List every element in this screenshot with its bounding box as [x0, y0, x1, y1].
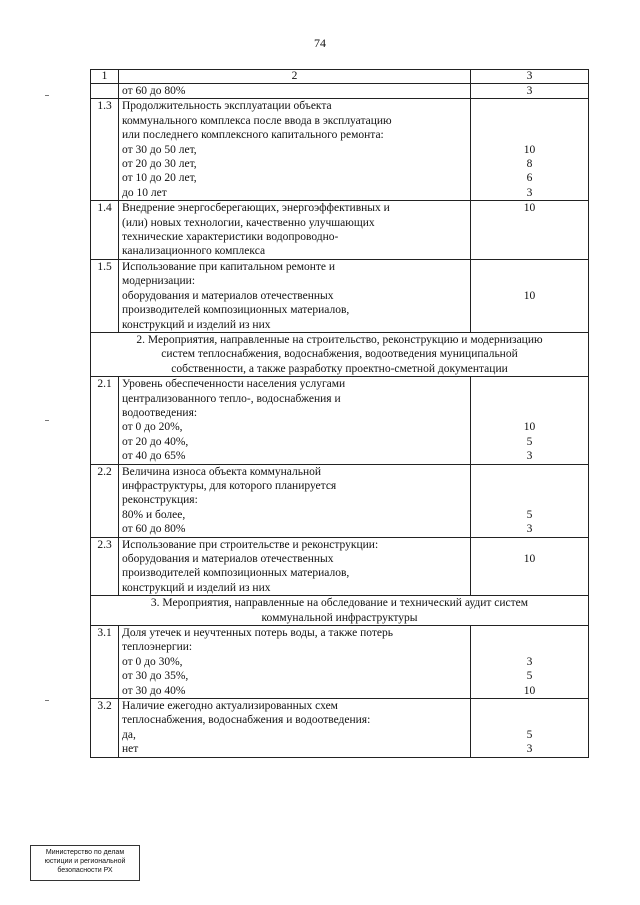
criterion-number: 1.3 — [91, 99, 119, 201]
criterion-description-line: Внедрение энергосберегающих, энергоэффективных и — [122, 202, 390, 215]
score-value: 10 — [523, 553, 536, 565]
criterion-description-line: от 60 до 80% — [122, 85, 186, 97]
criterion-number: 2.1 — [91, 377, 119, 464]
score-value — [471, 640, 588, 654]
score-value: 10 — [523, 421, 536, 434]
score-value: 10 — [523, 289, 536, 302]
score-value — [471, 99, 588, 113]
criterion-description-line: от 30 до 40% — [122, 684, 186, 697]
criterion-description-line: от 30 до 35%, — [122, 670, 189, 683]
score-value — [471, 713, 588, 727]
margin-mark — [45, 700, 49, 701]
score-value — [471, 260, 588, 274]
section-heading-line: коммунальной инфраструктуры — [261, 611, 418, 624]
criterion-description-line: от 30 до 50 лет, — [122, 143, 197, 156]
criterion-description-line: да, — [122, 728, 136, 741]
criterion-description-line: коммунального комплекса после ввода в эксплуатацию — [122, 114, 392, 127]
criterion-description-line: теплоэнергии: — [122, 641, 193, 654]
criterion-description-line: Уровень обеспеченности населения услугами — [122, 378, 346, 391]
criterion-description — [119, 699, 471, 758]
criterion-description — [119, 537, 471, 596]
score-value — [471, 626, 588, 640]
table-header-row — [91, 70, 589, 84]
ministry-stamp — [30, 845, 140, 881]
criterion-description-line: от 40 до 65% — [122, 450, 186, 463]
criterion-score — [471, 84, 589, 99]
criterion-description-line: модернизации: — [122, 275, 196, 288]
criterion-description-line: Наличие ежегодно актуализированных схем — [122, 700, 338, 713]
header-cell-number: 1 — [91, 70, 119, 84]
score-value — [471, 274, 588, 288]
page-number: 74 — [314, 36, 326, 50]
criterion-description-line: реконструкция: — [122, 494, 198, 507]
criterion-score — [471, 377, 589, 464]
margin-mark — [45, 420, 49, 421]
section-heading-line: собственности, а также разработку проектно-сметной документации — [171, 362, 508, 375]
table-body — [91, 70, 589, 758]
stamp-line: безопасности РХ — [57, 867, 113, 874]
criterion-description-line: централизованного тепло-, водоснабжения и — [122, 392, 341, 405]
score-value — [471, 392, 588, 406]
criterion-score — [471, 626, 589, 699]
criterion-row — [91, 464, 589, 537]
criterion-score — [471, 464, 589, 537]
stamp-line: юстиции и региональной — [44, 858, 126, 865]
criterion-description — [119, 626, 471, 699]
header-cell-criterion: 2 — [119, 70, 471, 84]
criterion-description-line: водоотведения: — [122, 406, 198, 419]
criterion-description — [119, 99, 471, 201]
criterion-score — [471, 537, 589, 596]
score-value — [471, 406, 588, 420]
score-value — [471, 479, 588, 493]
criterion-score — [471, 99, 589, 201]
section-heading — [91, 596, 589, 626]
score-value: 3 — [526, 450, 533, 463]
criterion-description-line: инфраструктуры, для которого планируется — [122, 479, 337, 492]
criterion-row — [91, 201, 589, 260]
criterion-description-line: нет — [122, 743, 139, 756]
header-cell-score: 3 — [471, 70, 589, 84]
criterion-description-line: теплоснабжения, водоснабжения и водоотведения: — [122, 714, 371, 727]
criterion-row — [91, 699, 589, 758]
score-value — [471, 377, 588, 391]
criterion-description-line: от 60 до 80% — [122, 523, 186, 536]
criterion-score — [471, 699, 589, 758]
criterion-description — [119, 259, 471, 332]
score-value: 3 — [526, 743, 533, 756]
score-value — [471, 538, 588, 552]
section-heading — [91, 332, 589, 376]
section-row — [91, 596, 589, 626]
criterion-number — [91, 84, 119, 99]
criterion-description — [119, 84, 471, 99]
score-value: 10 — [523, 143, 536, 156]
score-value: 6 — [526, 172, 533, 185]
criterion-description-line: производителей композиционных материалов, — [122, 304, 350, 317]
score-value: 3 — [526, 523, 533, 536]
score-value: 5 — [526, 508, 533, 521]
criterion-description-line: от 20 до 40%, — [122, 435, 189, 448]
criterion-description-line: 80% и более, — [122, 508, 186, 521]
criterion-description-line: Величина износа объекта коммунальной — [122, 465, 322, 478]
section-heading-line: 3. Мероприятия, направленные на обследование и технический аудит систем — [150, 597, 529, 610]
criterion-number: 2.2 — [91, 464, 119, 537]
score-value: 5 — [526, 728, 533, 741]
criterion-description-line: Использование при строительстве и реконструкции: — [122, 538, 379, 551]
criterion-score — [471, 201, 589, 260]
score-value: 3 — [526, 655, 533, 668]
stamp-line: Министерство по делам — [45, 849, 125, 856]
score-value — [471, 114, 588, 128]
score-value: 8 — [526, 158, 533, 171]
section-heading-line: систем теплоснабжения, водоснабжения, водоотведения муниципальной — [161, 348, 518, 361]
score-value: 10 — [523, 202, 536, 215]
score-value: 5 — [526, 670, 533, 683]
criterion-row — [91, 99, 589, 201]
criterion-description-line: конструкций и изделий из них — [122, 581, 271, 594]
criterion-row — [91, 626, 589, 699]
criterion-number: 2.3 — [91, 537, 119, 596]
criterion-row — [91, 84, 589, 99]
criterion-description — [119, 201, 471, 260]
score-value — [471, 128, 588, 142]
criterion-score — [471, 259, 589, 332]
criterion-description-line: Доля утечек и неучтенных потерь воды, а также потерь — [122, 627, 393, 640]
criterion-description-line: от 10 до 20 лет, — [122, 172, 197, 185]
criterion-description-line: (или) новых технологии, качественно улучшающих — [122, 216, 375, 229]
section-heading-line: 2. Мероприятия, направленные на строительство, реконструкцию и модернизацию — [136, 333, 543, 346]
criterion-row — [91, 377, 589, 464]
criterion-row — [91, 259, 589, 332]
criterion-description-line: или последнего комплексного капитального ремонта: — [122, 129, 384, 142]
score-value: 10 — [523, 684, 536, 697]
criterion-description-line: оборудования и материалов отечественных — [122, 289, 334, 302]
criterion-number: 1.4 — [91, 201, 119, 260]
criterion-number: 1.5 — [91, 259, 119, 332]
criterion-description-line: до 10 лет — [122, 186, 167, 199]
score-value — [471, 465, 588, 479]
margin-mark — [45, 95, 49, 96]
score-value: 3 — [526, 85, 533, 97]
score-value: 5 — [526, 435, 533, 448]
criterion-description-line: технические характеристики водопроводно- — [122, 231, 339, 244]
criterion-description-line: Использование при капитальном ремонте и — [122, 260, 336, 273]
criterion-description-line: конструкций и изделий из них — [122, 318, 271, 331]
criterion-description-line: от 20 до 30 лет, — [122, 158, 197, 171]
criterion-description-line: канализационного комплекса — [122, 245, 266, 258]
criterion-number: 3.1 — [91, 626, 119, 699]
score-value: 3 — [526, 186, 533, 199]
criterion-description — [119, 377, 471, 464]
score-value — [471, 699, 588, 713]
criterion-description-line: производителей композиционных материалов, — [122, 567, 350, 580]
section-row — [91, 332, 589, 376]
criterion-description-line: оборудования и материалов отечественных — [122, 553, 334, 565]
criterion-description-line: от 0 до 20%, — [122, 421, 183, 434]
criteria-table — [90, 69, 589, 758]
criterion-description-line: от 0 до 30%, — [122, 655, 183, 668]
criterion-description-line: Продолжительность эксплуатации объекта — [122, 100, 332, 113]
criterion-row — [91, 537, 589, 596]
criterion-description — [119, 464, 471, 537]
score-value — [471, 493, 588, 507]
criterion-number: 3.2 — [91, 699, 119, 758]
